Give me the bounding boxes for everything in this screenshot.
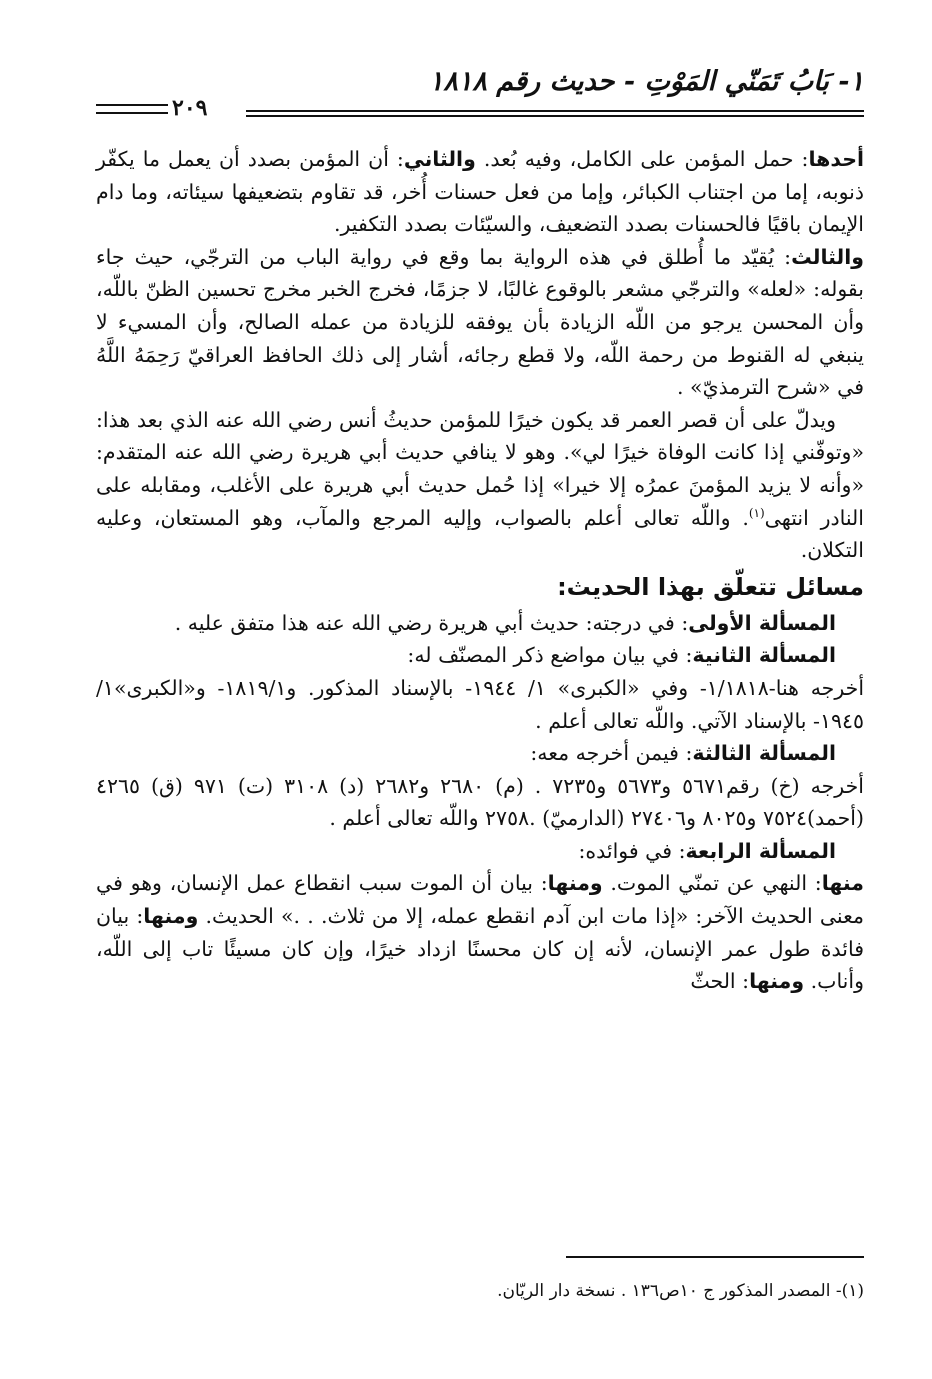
header-rule-short — [96, 104, 168, 114]
label-third: والثالث — [791, 244, 864, 269]
issue-three: المسألة الثالثة: فيمن أخرجه معه: — [530, 741, 836, 766]
issue-one: المسألة الأولى: في درجته: حديث أبي هريرة رضي الله عنه هذا متفق عليه . — [174, 610, 836, 635]
label-second: والثاني — [403, 147, 476, 171]
page-number: ٢٠٩ — [172, 95, 208, 121]
paragraph-third: والثالث: يُقيّد ما أُطلق في هذه الرواية بما وقع في رواية الباب من الترجّي، حيث جاء بقوله: «لعله» والترجّي مشعر بالوقوع غالبًا، لا جزمًا، فخرج الخبر مخرج تحسين الظنّ باللّه، وأن المحسن يرجو من اللّه الزيادة بأن يوفقه للزيادة من عمله الصالح، وأن المسيء لا ينبغي له القنوط من رحمة اللّه، ولا قطع رجائه، أشار إلى ذلك الحافظ العراقيّ رَحِمَهُ اللَّهُ في «شرح الترمذيّ» . — [96, 244, 864, 400]
footnote: (١)- المصدر المذكور ج ١٠ص١٣٦ . نسخة دار الريّان. — [497, 1281, 864, 1301]
section-heading: مسائل تتعلّق بهذا الحديث: — [557, 572, 864, 601]
paragraph-evidence: ويدلّ على أن قصر العمر قد يكون خيرًا للمؤمن حديثُ أنس رضي الله عنه الذي بعد هذا: «وتوفّني إذا كانت الوفاة خيرًا لي». وهو لا ينافي حديث أبي هريرة رضي الله عنه المتقدم: «وأنه لا يزيد المؤمنَ عمرُه إلا خيرا» إذا حُمل حديث أبي هريرة على الأغلب، ومقابله على النادر انتهى$^{(١)}$. واللّه تعالى أعلم بالصواب، وإليه المرجع والمآب، وهو المستعان، وعليه التكلان. — [96, 407, 864, 563]
running-title: ١- بَابُ تَمَنّي المَوْتِ - حديث رقم ١٨١٨ — [428, 66, 864, 97]
paragraph-first: أحدها: حمل المؤمن على الكامل، وفيه بُعد. والثاني: أن المؤمن بصدد أن يعمل ما يكفّر ذنوبه، إما من اجتناب الكبائر، وإما من فعل حسنات أُخر، قد تقاوم بتضعيفها سيئاته، وما دام الإيمان باقيًا فالحسنات بصدد التضعيف، والسيّئات بصدد التكفير. — [96, 147, 864, 237]
issue-three-detail: أخرجه (خ) رقم٥٦٧١ و٥٦٧٣ و٧٢٣٥ . (م) ٢٦٨٠ و٢٦٨٢ (د) ٣١٠٨ (ت) ٩٧١ (ق) ٤٢٦٥ (أحمد)٧٥٢٤ و٨٠٢٥ و٢٧٤٠٦ (الدارميّ) .٢٧٥٨ واللّه تعالى أعلم . — [96, 773, 864, 831]
footnote-ref[interactable]: (١) — [748, 505, 765, 520]
footnote-separator — [566, 1256, 864, 1258]
header-rule-long — [246, 110, 864, 117]
issue-two: المسألة الثانية: في بيان مواضع ذكر المصنّف له: — [407, 643, 836, 668]
page-header — [96, 62, 864, 122]
label-first: أحدها — [808, 147, 864, 171]
issue-four-detail: منها: النهي عن تمنّي الموت. ومنها: بيان أن الموت سبب انقطاع عمل الإنسان، وهو في معنى الحديث الآخر: «إذا مات ابن آدم انقطع عمله، إلا من ثلاث. . .» الحديث. ومنها: بيان فائدة طول عمر الإنسان، لأنه إن كان محسنًا ازداد خيرًا، وإن كان مسيئًا تاب إلى اللّه، وأناب. ومنها: الحثّ — [96, 871, 864, 994]
issue-four: المسألة الرابعة: في فوائده: — [578, 838, 836, 863]
body-text — [96, 143, 864, 998]
issue-two-detail: أخرجه هنا-١/١٨١٨- وفي «الكبرى» ١/ ١٩٤٤- بالإسناد المذكور. و١٨١٩/١- و«الكبرى»١/ ١٩٤٥- بالإسناد الآتي. واللّه تعالى أعلم . — [96, 675, 865, 733]
